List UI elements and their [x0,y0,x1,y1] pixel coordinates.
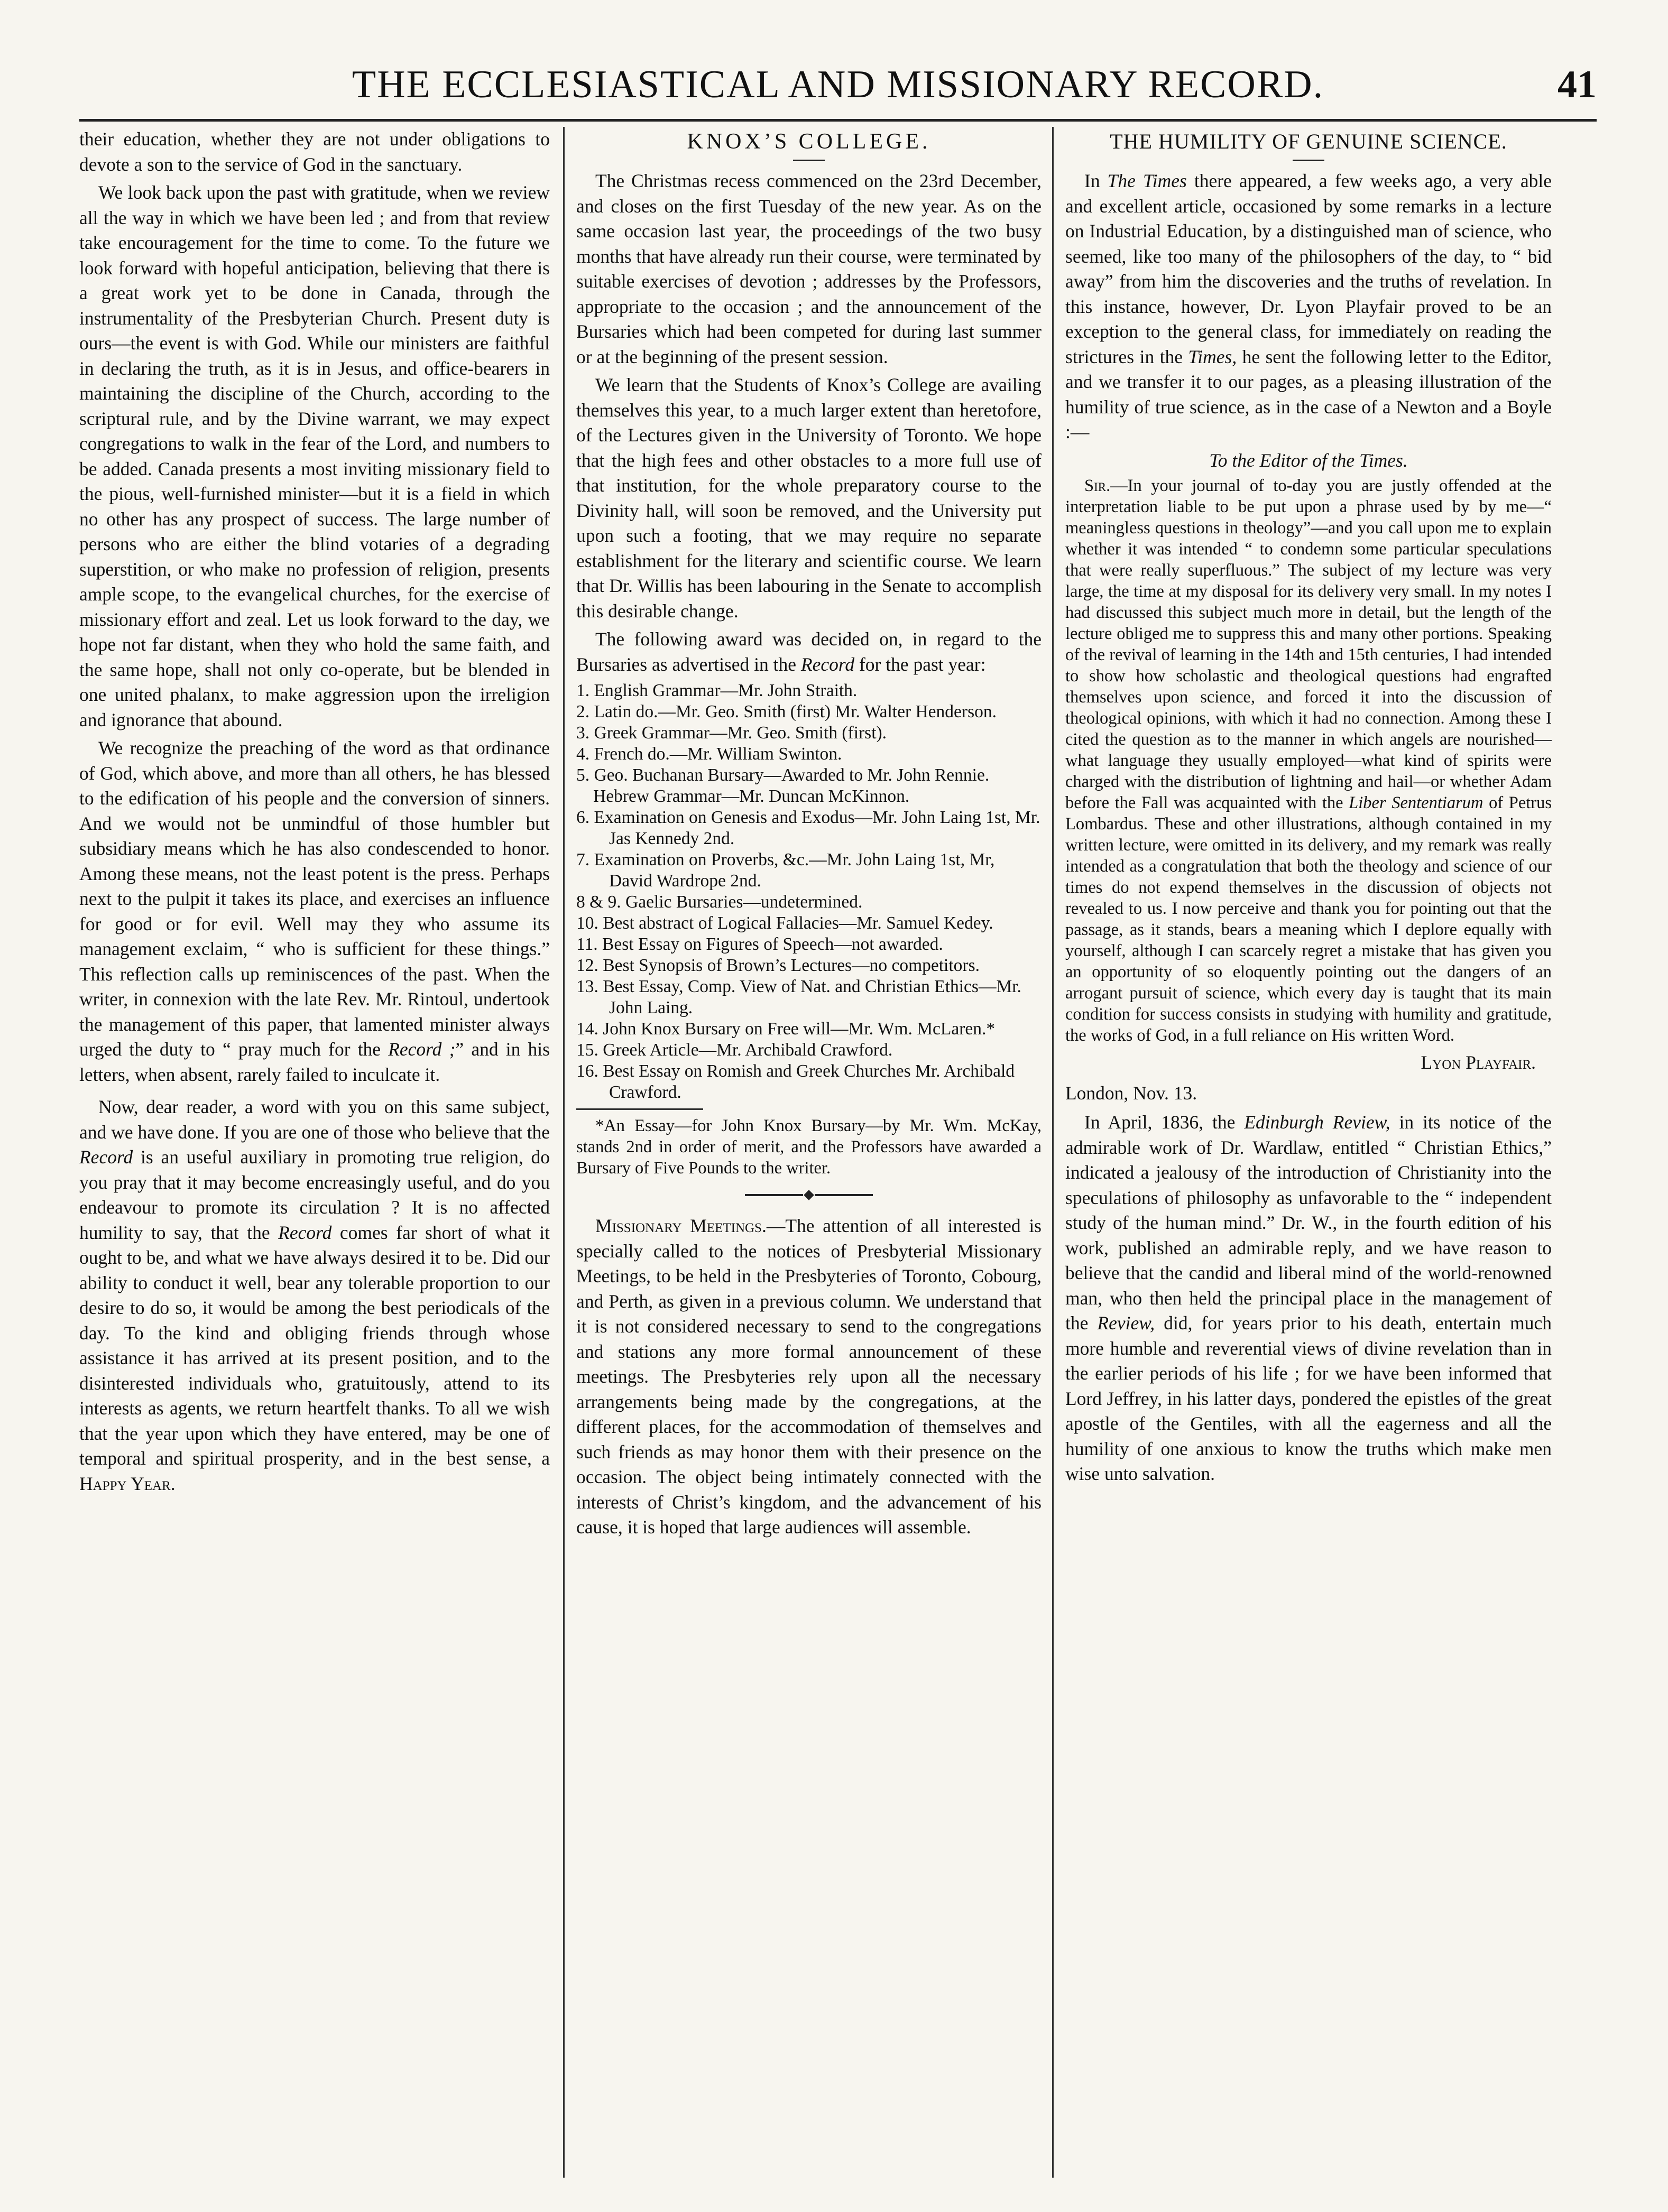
column-right [1065,127,1552,2194]
ornament-divider [576,1186,1042,1202]
letter-body [1065,475,1552,1046]
italic-text: The Times [1107,170,1187,191]
header-rule [79,119,1597,122]
text-run: —In your journal of to-day you are justly offended at the interpretation liable to be put upon a phrase used by by me—“ meaningless questions in theology”—and you call upon me to explain whether it was intended “ to condemn some particular speculations that were really superfluous.” The subject of my lecture was very large, the time at my disposal for its delivery very small. In my notes I had discussed this subject much more in detail, but the length of the lecture obliged me to suppress this and many other portions. Speaking of the revival of learning in the 14th and 15th centuries, I had intended to show how scholastic and theological questions had engrafted themselves upon science, and forced it into the discussion of theological opinions, with which it had no connection. Among these I cited the question as to the manner in which angels are nourished—what language they usually employed—what kind of spirits were charged with the distribution of lightning and hail—or whether Adam before the Fall was acquainted with the [1065,476,1552,812]
list-item: 15. Greek Article—Mr. Archibald Crawford. [576,1040,893,1060]
paragraph: We look back upon the past with gratitude, when we review all the way in which we have been led ; and from that review take encouragement for the time to come. To the future we look forward with hopeful anticipation, believing that there is a great work yet to be done in Canada, through the instrumentality of the Presbyterian Church. Present duty is ours—the event is with God. While our ministers are faithful in declaring the truth, as it is in Jesus, and office-bearers in maintaining the discipline of the Church, according to the scriptural rule, and by the Divine warrant, we may expect congregations to walk in the fear of the Lord, and numbers to be added. Canada presents a most inviting missionary field to the pious, well-furnished minister—but it is a field in which no other has any prospect of success. The large number of persons who are either the blind votaries of a degrading superstition, or who make no profession of religion, presents ample scope, to the evangelical churches, for the exercise of missionary effort and zeal. Let us look forward to the day, we hope not far distant, when they who hold the same faith, and the same hope, shall not only co-operate, but be blended in one united phalanx, to make aggression upon the irreligion and ignorance that abound. [79,182,550,730]
list-item: 1. English Grammar—Mr. John Straith. [576,681,858,700]
text-run: —The attention of all interested is specially called to the notices of Presbyterial Missionary Meetings, to be held in the Presbyteries of Toronto, Cobourg, and Perth, as given in a previous column. We understand that it is not considered necessary to send to the congregations and stations any more formal announcement of these meetings. The Presbyteries rely upon all the necessary arrangements being made by the congregations, at the different places, for the accommodation of themselves and such friends as may honor them with their presence on the occasion. The object being intimately connected with the interests of Christ’s kingdom, and the advancement of his cause, it is hoped that large audiences will assemble. [576,1215,1042,1538]
small-caps-text: Missionary Meetings. [595,1215,767,1236]
footnote-rule [576,1108,703,1110]
italic-text: Record [278,1221,332,1243]
italic-text: Record [800,653,855,675]
heading-dash [1293,160,1324,161]
small-caps-text: Sir. [1084,476,1111,495]
list-item: 7. Examination on Proverbs, &c.—Mr. John Laing 1st, Mr, David Wardrope 2nd. [576,850,995,891]
list-item: 13. Best Essay, Comp. View of Nat. and Christian Ethics—Mr. John Laing. [576,977,1021,1017]
list-item: 14. John Knox Bursary on Free will—Mr. Wm. McLaren.* [576,1019,996,1039]
paragraph [1065,1110,1552,1487]
paragraph [576,1214,1042,1540]
list-item: 12. Best Synopsis of Brown’s Lectures—no competitors. [576,956,980,975]
list-item: 6. Examination on Genesis and Exodus—Mr. John Laing 1st, Mr. Jas Kennedy 2nd. [576,808,1040,848]
list-item: 11. Best Essay on Figures of Speech—not awarded. [576,934,943,954]
section-heading: THE HUMILITY OF GENUINE SCIENCE. [1110,129,1507,153]
letter-heading: To the Editor of the Times. [1209,449,1408,471]
italic-text: Record [79,1146,133,1168]
column-rule [1052,127,1054,2178]
column-left [79,127,550,2194]
page-header [79,58,1597,116]
text-run: In April, 1836, the [1084,1112,1245,1133]
heading-dash [793,160,825,161]
small-caps-text: Happy Year. [79,1473,176,1494]
award-list [576,680,1042,1103]
italic-text: Record ; [388,1039,456,1060]
list-item: 8 & 9. Gaelic Bursaries—undetermined. [576,892,863,912]
text-run: ” and in his letters, when absent, rarely failed to inculcate it. [79,1039,550,1085]
italic-text: Edinburgh Review, [1244,1112,1390,1133]
list-item: Hebrew Grammar—Mr. Duncan McKinnon. [593,786,910,806]
paragraph: We learn that the Students of Knox’s College are availing themselves this year, to a much larger extent than heretofore, of the Lectures given in the University of Toronto. We hope that the high fees and other obstacles to a more full use of that institution, for the whole preparatory course to the Divinity hall, will soon be removed, and the University put upon such a footing, that we may require no separate establishment for the literary and scientific course. We learn that Dr. Willis has been labouring in the Senate to accomplish this desirable change. [576,374,1042,622]
paragraph: their education, whether they are not under obligations to devote a son to the service of God in the sanctuary. [79,128,550,175]
text-run: for the past year: [854,653,986,675]
section-heading: KNOX’S COLLEGE. [687,129,931,154]
signature: Lyon Playfair. [1421,1052,1536,1073]
list-item: 10. Best abstract of Logical Fallacies—Mr. Samuel Kedey. [576,913,993,933]
italic-text: Times, [1188,346,1237,367]
text-run: We recognize the preaching of the word as that ordinance of God, which above, and more than all others, he has blessed to the edification of his people and the conversion of sinners. And we would not be unmindful of those humbler but subsidiary means which he has also condescended to honor. Among these means, not the least potent is the press. Perhaps next to the pulpit it takes its place, and exercises an influence for good or for evil. Well may they who assume its management exclaim, “ who is sufficient for these things.” This reflection calls up reminiscences of the past. When the writer, in connexion with the late Rev. Mr. Rintoul, undertook the management of this paper, that lamented minister always urged the duty to “ pray much for the [79,737,550,1060]
text-run: in its notice of the admirable work of Dr. Wardlaw, entitled “ Christian Ethics,” indicated a jealousy of the introduction of Christianity into the speculations of philosophy as unfavorable to the “ independent study of the human mind.” Dr. W., in the fourth edition of his work, published an admirable reply, and we have reason to believe that the candid and liberal mind of the world-renowned man, who then held the principal place in the management of the [1065,1112,1552,1334]
running-title: THE ECCLESIASTICAL AND MISSIONARY RECORD. [352,63,1324,106]
list-item: 3. Greek Grammar—Mr. Geo. Smith (first). [576,723,887,743]
list-item: 5. Geo. Buchanan Bursary—Awarded to Mr. John Rennie. [576,765,990,785]
paragraph [79,736,550,1087]
text-run: Now, dear reader, a word with you on this same subject, and we have done. If you are one of those who believe that the [79,1096,550,1143]
italic-text: Liber Sententiarum [1349,793,1483,812]
text-run: The following award was decided on, in regard to the Bursaries as advertised in the [576,628,1042,675]
page-number: 41 [1558,63,1597,106]
list-item: 2. Latin do.—Mr. Geo. Smith (first) Mr. Walter Henderson. [576,702,997,721]
list-item: 16. Best Essay on Romish and Greek Churches Mr. Archibald Crawford. [576,1061,1015,1102]
paragraph [79,1095,550,1496]
text-run: comes far short of what it ought to be, and what we have always desired it to be. Did our ability to conduct it well, bear any tolerable proportion to our desire to do so, it would be among the best periodicals of the day. To the kind and obliging friends through whose assistance it has arrived at its present position, and to the disinterested individuals who, gratuitously, attend to its interests as agents, we return heartfelt thanks. To all we wish that the year upon which they have entered, may be one of temporal and spiritual prosperity, and in the best sense, a [79,1221,550,1469]
dateline: London, Nov. 13. [1065,1082,1197,1104]
italic-text: Review, [1097,1312,1155,1334]
paragraph [576,627,1042,677]
text-run: he sent the following letter to the Editor, and we transfer it to our pages, as a pleasing illustration of the humility of true science, as in the case of a Newton and a Boyle :— [1065,346,1552,442]
text-run: did, for years prior to his death, entertain much more humble and reverential views of divine revelation than in the earlier periods of his life ; for we have been informed that Lord Jeffrey, in his latter days, pondered the epistles of the great apostle of the Gentiles, with all the eagerness and all the humility of one anxious to know the truths which make men wise unto salvation. [1065,1312,1552,1484]
text-run: is an useful auxiliary in promoting true religion, do you pray that it may become encreasingly useful, and do you endeavour to promote its circulation ? It is no affected humility to say, that the [79,1146,550,1243]
footnote: *An Essay—for John Knox Bursary—by Mr. Wm. McKay, stands 2nd in order of merit, and the Professors have awarded a Bursary of Five Pounds to the writer. [576,1116,1042,1178]
text-run: of Petrus Lombardus. These and other illustrations, although contained in my written lecture, were omitted in its delivery, and my remark was really intended as a congratulation that both the theology and science of our times do not expend themselves in the discussion of objects not revealed to us. I now perceive and thank you for pointing out that the passage, as it stands, bears a meaning which I deplore equally with yourself, although I can scarcely regret a mistake that has given you an opportunity of so eloquently pointing out the dangers of an arrogant pursuit of science, which every day is taught that its main condition for success consists in studying with humility and gratitude, the works of God, in a full reliance on His written Word. [1065,793,1552,1045]
paragraph: The Christmas recess commenced on the 23rd December, and closes on the first Tuesday of the new year. As on the same occasion last year, the proceedings of the two busy months that have already run their course, were terminated by suitable exercises of devotion ; addresses by the Professors, appropriate to the occasion ; and the announcement of the Bursaries which had been competed for during last summer or at the beginning of the present session. [576,170,1042,367]
column-middle [576,127,1042,2194]
text-run: In [1084,170,1108,191]
column-rule [563,127,565,2178]
text-run: there appeared, a few weeks ago, a very able and excellent article, occasioned by some remarks in a lecture on Industrial Education, by a distinguished man of science, who seemed, like too many of the philosophers of the day, to “ bid away” from him the discoveries and the truths of revelation. In this instance, however, Dr. Lyon Playfair proved to be an exception to the general class, for immediately on reading the strictures in the [1065,170,1552,367]
list-item: 4. French do.—Mr. William Swinton. [576,744,842,764]
paragraph [1065,169,1552,445]
